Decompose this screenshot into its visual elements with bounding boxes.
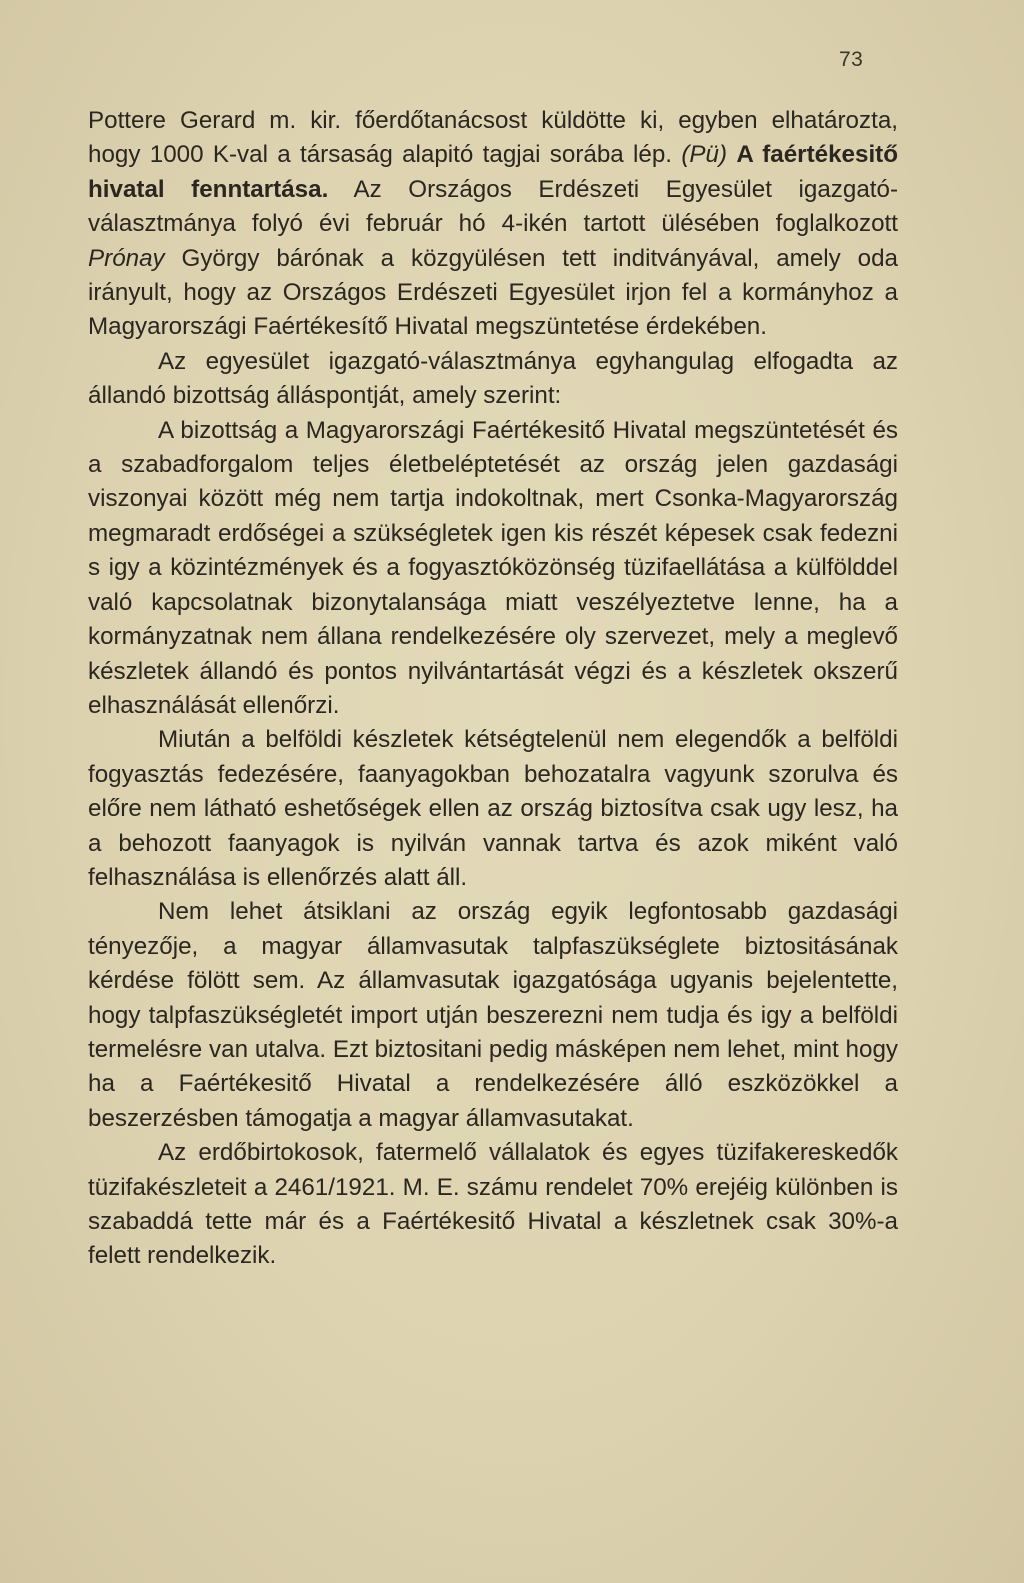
- text-run: Miután a belföldi készletek kétségtelenül nem elegendők a belföldi fogyasztás fedezésére, faanyagokban behozatalra vagyunk szorulva és előre nem látható eshetőségek ellen az ország biztosítva csak ugy lesz, ha a behozott faanyagok is nyilván vannak tartva és azok miként való felhasználása is ellenőrzés alatt áll.: [88, 726, 898, 891]
- paragraph-1: [88, 104, 898, 345]
- text-run: Az erdőbirtokosok, fatermelő vállalatok és egyes tüzifakereskedők tüzifakészleteit a 2461/1921. M. E. számu rendelet 70% erejéig különben is szabaddá tette már és a Faértékesitő Hivatal a készletnek csak 30%-a felett rendelkezik.: [88, 1139, 898, 1270]
- text-run: Nem lehet átsiklani az ország egyik legfontosabb gazdasági tényezője, a magyar államvasutak talpfaszükséglete biztositásának kérdése fölött sem. Az államvasutak igazgatósága ugyanis bejelentette, hogy talpfaszükségletét import utján beszerezni nem tudja és igy a belföldi termelésre van utalva. Ezt biztositani pedig másképen nem lehet, mint hogy ha a Faértékesitő Hivatal a rendelkezésére álló eszközökkel a beszerzésben támogatja a magyar államvasutakat.: [88, 898, 898, 1132]
- paragraph-2: [88, 345, 898, 414]
- text-run: György bárónak a közgyülésen tett inditványával, amely oda irányult, hogy az Országos Erdészeti Egyesület irjon fel a kormányhoz a Magyarországi Faértékesítő Hivatal megszüntetése érdekében.: [88, 244, 898, 341]
- text-run: [727, 141, 736, 168]
- page-number: 73: [839, 48, 864, 71]
- text-run: Az egyesület igazgató-választmánya egyhangulag elfogadta az állandó bizottság álláspontját, amely szerint:: [88, 347, 898, 410]
- text-run: Pottere Gerard m. kir. főerdőtanácsost küldötte ki, egyben elhatározta, hogy 1000 K-val a társaság alapitó tagjai sorába lép.: [88, 107, 898, 169]
- paragraph-3: [88, 414, 898, 724]
- source-abbrev: (Pü): [681, 141, 728, 169]
- paragraph-5: [88, 895, 898, 1136]
- surname-italic: Prónay: [88, 244, 165, 272]
- text-run: Az Országos Erdészeti Egyesület igazgató-választmánya folyó évi február hó 4-ikén tartott ülésében foglalkozott: [88, 175, 899, 238]
- paragraph-4: [88, 723, 898, 895]
- section-heading: A faértékesitő hivatal fenntartása.: [88, 141, 898, 203]
- text-run: A bizottság a Magyarországi Faértékesitő Hivatal megszüntetését és a szabadforgalom teljes életbeléptetését az ország jelen gazdasági viszonyai között még nem tartja indokoltnak, mert Csonka-Magyarország megmaradt erdőségei a szükségletek igen kis részét képesek csak fedezni s igy a közintézmények és a fogyasztóközönség tüzifaellátása a külfölddel való kapcsolatnak bizonytalansága miatt veszélyeztetve lenne, ha a kormányzatnak nem állana rendelkezésére oly szervezet, mely a meglevő készletek állandó és pontos nyilvántartását végzi és a készletek okszerű elhasználását ellenőrzi.: [88, 416, 898, 719]
- article-body: [88, 104, 898, 1274]
- paragraph-6: [88, 1136, 898, 1274]
